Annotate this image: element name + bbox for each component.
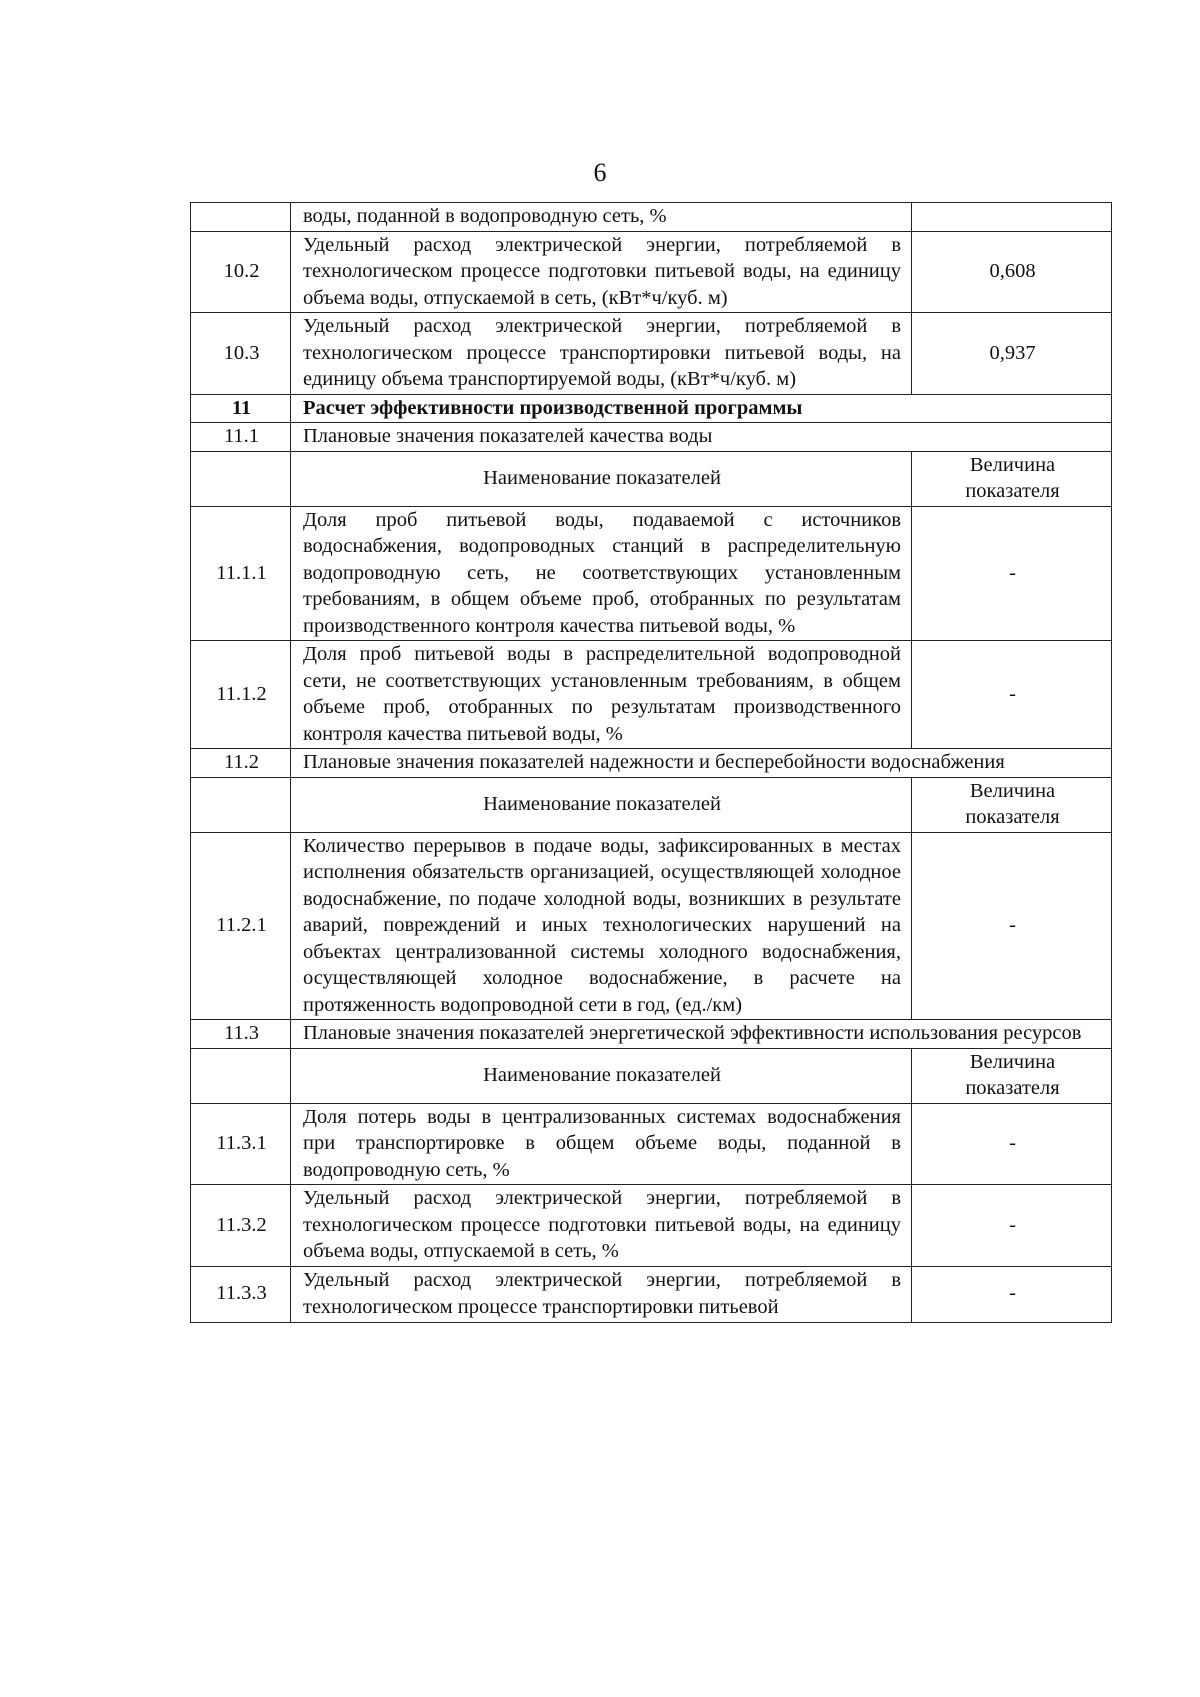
subsection-title: Плановые значения показателей надежности и бесперебойности водоснабжения: [291, 749, 1112, 778]
subsection-number: 11.1: [191, 423, 291, 452]
indicator-name: воды, поданной в водопроводную сеть, %: [291, 203, 912, 232]
header-row: [191, 451, 1112, 506]
indicator-name: Удельный расход электрической энергии, потребляемой в технологическом процессе подготовки питьевой воды, на единицу объема воды, отпускаемой в сеть, %: [291, 1185, 912, 1267]
indicator-name: Доля проб питьевой воды, подаваемой с источников водоснабжения, водопроводных станций в распределительную водопроводную сеть, не соответствующих установленным требованиям, в общем объеме проб, отобранных по результатам производственного контроля качества питьевой воды, %: [291, 506, 912, 641]
indicator-value: -: [912, 1185, 1112, 1267]
page-number: 6: [593, 158, 607, 187]
row-number: 11.1.1: [191, 506, 291, 641]
row-number: [191, 203, 291, 232]
subsection-row: [191, 749, 1112, 778]
indicator-name: Удельный расход электрической энергии, потребляемой в технологическом процессе транспортировки питьевой воды, на единицу объема транспортируемой воды, (кВт*ч/куб. м): [291, 313, 912, 395]
row-number: 11.2.1: [191, 832, 291, 1020]
header-row: [191, 777, 1112, 832]
subsection-title: Плановые значения показателей качества воды: [291, 423, 1112, 452]
row-number: [191, 1048, 291, 1103]
table-row: [191, 1185, 1112, 1267]
row-number: 11.3.3: [191, 1266, 291, 1322]
indicator-name: Доля проб питьевой воды в распределительной водопроводной сети, не соответствующих установленным требованиям, в общем объеме проб, отобранных по результатам производственного контроля качества питьевой воды, %: [291, 641, 912, 749]
indicator-value: 0,937: [912, 313, 1112, 395]
table-row: [191, 203, 1112, 232]
row-number: 11.3.2: [191, 1185, 291, 1267]
indicator-name: Удельный расход электрической энергии, потребляемой в технологическом процессе транспортировки питьевой: [291, 1266, 912, 1322]
header-name: Наименование показателей: [291, 777, 912, 832]
header-name: Наименование показателей: [291, 451, 912, 506]
indicator-name: Доля потерь воды в централизованных системах водоснабжения при транспортировке в общем объеме воды, поданной в водопроводную сеть, %: [291, 1103, 912, 1185]
section-number: 11: [191, 394, 291, 423]
indicator-name: Количество перерывов в подаче воды, зафиксированных в местах исполнения обязательств организацией, осуществляющей холодное водоснабжение, по подаче холодной воды, возникших в результате аварий, повреждений и иных технологических нарушений на объектах централизованной системы холодного водоснабжения, осуществляющей холодное водоснабжение, в расчете на протяженность водопроводной сети в год, (ед./км): [291, 832, 912, 1020]
table-row: [191, 832, 1112, 1020]
indicators-table: [190, 202, 1112, 1323]
header-row: [191, 1048, 1112, 1103]
indicator-value: -: [912, 1103, 1112, 1185]
table-row: [191, 506, 1112, 641]
indicator-name: Удельный расход электрической энергии, потребляемой в технологическом процессе подготовки питьевой воды, на единицу объема воды, отпускаемой в сеть, (кВт*ч/куб. м): [291, 231, 912, 313]
indicator-value: -: [912, 506, 1112, 641]
row-number: 10.3: [191, 313, 291, 395]
row-number: 11.1.2: [191, 641, 291, 749]
table-row: [191, 313, 1112, 395]
row-number: [191, 777, 291, 832]
indicator-value: -: [912, 832, 1112, 1020]
row-number: 10.2: [191, 231, 291, 313]
table-row: [191, 231, 1112, 313]
table-row: [191, 1266, 1112, 1322]
row-number: 11.3.1: [191, 1103, 291, 1185]
subsection-title: Плановые значения показателей энергетической эффективности использования ресурсов: [291, 1020, 1112, 1049]
header-value: Величина показателя: [912, 1048, 1112, 1103]
section-row: [191, 394, 1112, 423]
table-row: [191, 1103, 1112, 1185]
section-title: Расчет эффективности производственной программы: [291, 394, 1112, 423]
header-value: Величина показателя: [912, 777, 1112, 832]
table-row: [191, 641, 1112, 749]
subsection-number: 11.3: [191, 1020, 291, 1049]
row-number: [191, 451, 291, 506]
indicator-value: -: [912, 1266, 1112, 1322]
subsection-row: [191, 1020, 1112, 1049]
indicator-value: -: [912, 641, 1112, 749]
header-value: Величина показателя: [912, 451, 1112, 506]
indicator-value: 0,608: [912, 231, 1112, 313]
indicator-value: [912, 203, 1112, 232]
subsection-number: 11.2: [191, 749, 291, 778]
header-name: Наименование показателей: [291, 1048, 912, 1103]
subsection-row: [191, 423, 1112, 452]
